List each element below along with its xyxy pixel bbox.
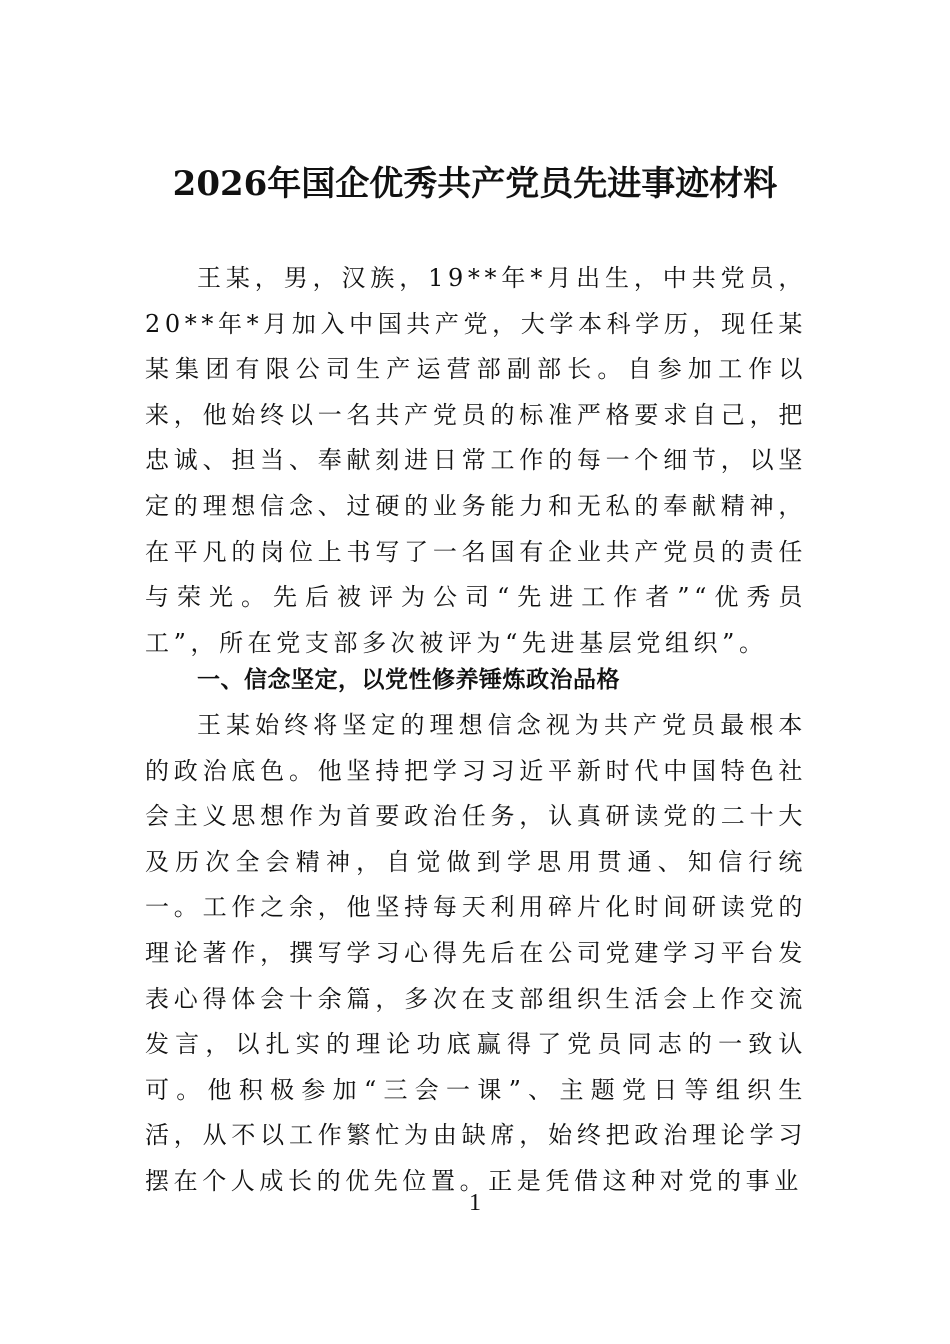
section-paragraph: 王某始终将坚定的理想信念视为共产党员最根本的政治底色。他坚持把学习习近平新时代中国特色社会主义思想作为首要政治任务，认真研读党的二十大及历次全会精神，自觉做到学思用贯通、知信行统一。工作之余，他坚持每天利用碎片化时间研读党的理论著作，撰写学习心得先后在公司党建学习平台发表心得体会十余篇，多次在支部组织生活会上作交流发言，以扎实的理论功底赢得了党员同志的一致认可。他积极参加“三会一课”、主题党日等组织生活，从不以工作繁忙为由缺席，始终把政治理论学习摆在个人成长的优先位置。正是凭借这种对党的事业 (145, 711, 807, 1195)
document-title: 2026年国企优秀共产党员先进事迹材料 (172, 164, 778, 204)
intro-paragraph: 王某，男，汉族，19**年*月出生，中共党员，20**年*月加入中国共产党，大学本科学历，现任某某集团有限公司生产运营部副部长。自参加工作以来，他始终以一名共产党员的标准严格要求自己，把忠诚、担当、奉献刻进日常工作的每一个细节，以坚定的理想信念、过硬的业务能力和无私的奉献精神，在平凡的岗位上书写了一名国有企业共产党员的责任与荣光。先后被评为公司“先进工作者”“优秀员工”，所在党支部多次被评为“先进基层党组织”。 (145, 264, 807, 657)
page-number: 1 (469, 1190, 481, 1216)
section-heading: 一、信念坚定，以党性修养锤炼政治品格 (197, 667, 620, 693)
